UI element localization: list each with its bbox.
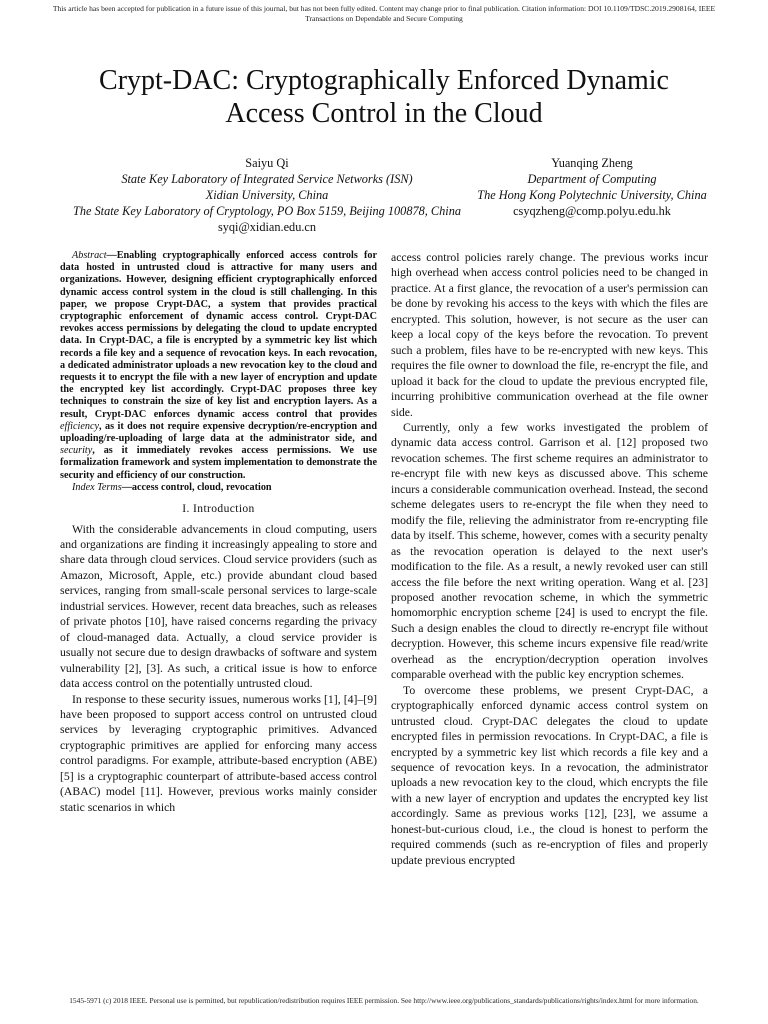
index-terms-text: —access control, cloud, revocation (121, 481, 272, 493)
author-affiliation: The Hong Kong Polytechnic University, China (477, 188, 707, 202)
section-heading-introduction: I. Introduction (182, 503, 255, 516)
author-affiliation: Department of Computing (527, 172, 657, 186)
abstract-text-2: , as it does not require expensive decryption/re-encryption and uploading/re-uploading of large data at the administrator side, and (60, 420, 377, 445)
title-line-1: Crypt-DAC: Cryptographically Enforced Dynamic (99, 65, 669, 96)
author-block-1 (52, 155, 482, 235)
header-line-1: This article has been accepted for publication in a future issue of this journal, but has not been fully edited. Content may change prior to final publication. Citation information: DOI 10.1109/TDSC.2019.2908164, IEEE (52, 4, 716, 13)
author-email: syqi@xidian.edu.cn (217, 220, 317, 234)
author-email: csyqzheng@comp.polyu.edu.hk (513, 204, 671, 218)
title-line-2: Access Control in the Cloud (225, 98, 543, 129)
abstract-text-3: , as it immediately revokes access permissions. We use formalization framework and system implementation to demonstrate the security and efficiency of our construction. (60, 445, 377, 481)
intro-paragraph-2: In response to these security issues, numerous works [1], [4]–[9] have been proposed to support access control on untrusted cloud services by leveraging cryptographic primitives. Advanced cryptographic primitives are applied for enforcing many access control paradigms. For example, attribute-based encryption (ABE) [5] is a cryptographic counterpart of attribute-based access control (ABAC) model [11]. However, previous works mainly consider static scenarios in which (60, 692, 377, 814)
abstract-label: Abstract (72, 250, 107, 261)
abstract-emphasis-security: security (60, 445, 93, 457)
intro-paragraph-3: access control policies rarely change. The previous works incur high overhead when access control policies need to be changed in practice. At a first glance, the revocation of a user's permission can be done by revoking his access to the keys with which the files are encrypted. This solution, however, is not secure as the user can keep a local copy of the keys before the revocation. To prevent such a problem, files have to be re-encrypted with new keys. This requires the file owner to download the file, re-encrypt the file, and upload it back for the cloud to update the previous encrypted file, incurring prohibitive communication overhead at the file owner side. (391, 251, 708, 419)
index-terms (60, 482, 377, 494)
left-column (60, 250, 377, 815)
author-affiliation: The State Key Laboratory of Cryptology, PO Box 5159, Beijing 100878, China (72, 204, 461, 218)
intro-paragraph-4: Currently, only a few works investigated the problem of dynamic data access control. Garrison et al. [12] proposed two revocation schemes. The first scheme requires an administrator to re-encrypt file with new keys as discussed above. This scheme incurs a considerable communication overhead. Instead, the second scheme delegates users to re-encrypt the file when they need to modify the file, relieving the administrator from re-encrypting file data by itself. This scheme, however, comes with a security penalty as the revocation operation is delayed to the next user's modification to the file. As a result, a newly revoked user can still access the file before the next writing operation. Wang et al. [23] proposed another revocation scheme, in which the symmetric homomorphic encryption scheme [24] is used to encrypt the file. Such a design enables the cloud to directly re-encrypt file without decryption. However, this scheme incurs expensive file read/write overhead as the encryption/decryption operation involves comparable overhead with the public key encryption schemes. (391, 420, 708, 682)
intro-paragraph-1: With the considerable advancements in cloud computing, users and organizations are finding it increasingly appealing to store and share data through cloud services. Cloud service providers (such as Amazon, Microsoft, Apple, etc.) provide abundant cloud based services, ranging from small-scale personal services to large-scale industrial services. However, recent data breaches, such as releases of private photos [10], have raised concerns regarding the privacy of cloud-managed data. Actually, a cloud service provider is usually not secure due to design drawbacks of software and system vulnerability [2], [3]. As such, a critical issue is how to enforce data access control on the potentially untrusted cloud. (60, 522, 377, 691)
abstract-emphasis-efficiency: efficiency (60, 420, 100, 432)
author-affiliation: Xidian University, China (205, 188, 329, 202)
author-affiliation: State Key Laboratory of Integrated Service Networks (ISN) (121, 172, 413, 186)
index-terms-label: Index Terms (72, 481, 122, 493)
intro-paragraph-5: To overcome these problems, we present Crypt-DAC, a cryptographically enforced dynamic access control system on untrusted cloud. Crypt-DAC delegates the cloud to update encrypted files in permission revocations. In Crypt-DAC, a file is encrypted by a symmetric key list which records a file key and a sequence of revocation keys. In a revocation, the administrator uploads a new revocation key to the cloud, which encrypts the file with a new layer of encryption and updates the encrypted key list accordingly. Same as previous works [12], [23], we assume a honest-but-curious cloud, i.e., the cloud is honest to perform the required commends (such as re-encryption of files and properly update previous encrypted (391, 683, 708, 867)
header-line-2: Transactions on Dependable and Secure Computing (305, 13, 463, 23)
author-name: Yuanqing Zheng (551, 156, 633, 170)
copyright-footer: 1545-5971 (c) 2018 IEEE. Personal use is permitted, but republication/redistribution requires IEEE permission. See http://www.ieee.org/publications_standards/publications/rights/index.html for more information. (69, 996, 699, 1005)
paper-title (40, 64, 728, 130)
abstract (60, 250, 377, 482)
journal-header (20, 4, 748, 23)
right-column (391, 250, 708, 868)
abstract-text-1: —Enabling cryptographically enforced access controls for data hosted in untrusted cloud is attractive for many users and organizations. However, designing efficient cryptographically enforced dynamic access control system in the cloud is still challenging. In this paper, we propose Crypt-DAC, a system that provides practical cryptographic enforcement of dynamic access control. Crypt-DAC revokes access permissions by delegating the cloud to update encrypted data. In Crypt-DAC, a file is encrypted by a symmetric key list which records a file key and a sequence of revocation keys. In each revocation, a dedicated administrator uploads a new revocation key to the cloud and requests it to encrypt the file with a new layer of encryption and update the encrypted key list accordingly. Crypt-DAC proposes three key techniques to constrain the size of key list and encryption layers. As a result, Crypt-DAC enforces dynamic access control that provides (60, 250, 377, 420)
author-name: Saiyu Qi (245, 156, 289, 170)
author-block-2 (462, 155, 722, 219)
